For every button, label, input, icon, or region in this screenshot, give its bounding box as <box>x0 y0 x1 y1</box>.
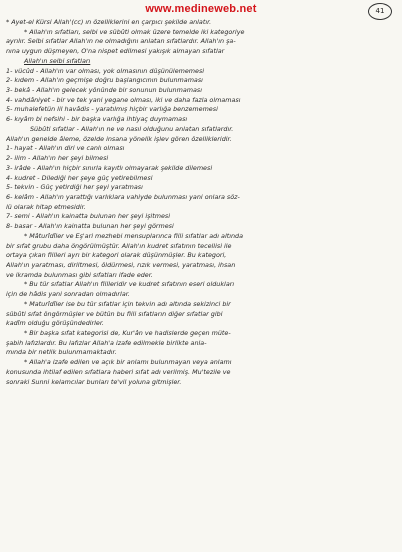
section-heading: Allah'ın selbi sıfatları <box>24 56 91 65</box>
note-line: lü olarak hitap etmesidir. <box>6 202 86 211</box>
site-watermark: www.medineweb.net <box>145 3 257 15</box>
note-line: * Ayet-el Kürsi Allah'(cc) ın özelliklerini en çarpıcı şekilde anlatır. <box>6 18 212 26</box>
list-item: 7- semi - Allah'ın kainatta bulunan her şeyi işitmesi <box>6 212 170 221</box>
list-item: 1- hayat - Allah'ın diri ve canlı olması <box>6 144 125 153</box>
list-item: 3- bekâ - Allah'ın gelecek yönünde bir sonunun bulunmaması <box>6 86 203 95</box>
note-line: * Allah'ın sıfatları, selbi ve sübûti olmak üzere temelde iki kategoriye <box>24 27 245 36</box>
note-line: * Mâturîdîler ve Eş'ari mezhebi mensuplarınca fiili sıfatlar adı altında <box>24 231 244 240</box>
note-line: ayrılır. Selbi sıfatlar Allah'ın ne olmadığını anlatan sıfatlardır. Allah'ın şa- <box>6 37 236 46</box>
list-item: 8- basar - Allah'ın kainatta bulunan her şeyi görmesi <box>6 222 174 231</box>
list-item: 4- kudret - Dilediği her şeye güç yetirebilmesi <box>6 173 153 182</box>
note-line: ve ikramda bulunması gibi sıfatları ifade eder. <box>6 270 153 279</box>
list-item: 2- ilim - Allah'ın her şeyi bilmesi <box>6 154 109 163</box>
note-line: nına uygun düşmeyen, O'na nispet edilmesi yakışık almayan sıfatlar <box>6 47 225 56</box>
section-heading: Sübûti sıfatlar - Allah'ın ne ve nasıl olduğunu anlatan sıfatlardır. <box>30 124 234 133</box>
page-number: 41 <box>368 3 392 20</box>
list-item: 4- vahdâniyet - bir ve tek yani yegane olması, iki ve daha fazla olmaması <box>6 95 241 104</box>
note-line: sonraki Sunni kelamcılar bunları te'vil yoluna gitmişler. <box>6 377 182 386</box>
list-item: 5- muhalefetün lil havâdis - yaratılmış hiçbir varlığa benzememesi <box>6 105 218 114</box>
list-item: 6- kıyâm bi nefsihi - bir başka varlığa ihtiyaç duymaması <box>6 115 188 124</box>
note-line: şabih lafızlardır. Bu lafızlar Allah'a izafe edilmekle birlikte anla- <box>6 338 207 347</box>
note-line: Allah'ın yaratması, diriltmesi, öldürmesi, rızık vermesi, yaratması, ihsan <box>6 260 236 269</box>
handwritten-notes <box>6 18 398 387</box>
note-line: * Allah'a izafe edilen ve açık bir anlamı bulunmayan veya anlamı <box>24 358 232 367</box>
note-line: sübûti sıfat öngörmüşler ve bütün bu fiili sıfatların diğer sıfatlar gibi <box>6 309 223 318</box>
list-item: 3- irâde - Allah'ın hiçbir sınırla kayıtlı olmayarak şekilde dilemesi <box>6 163 213 172</box>
note-line: mında bir netlik bulunmamaktadır. <box>6 348 117 357</box>
list-item: 5- tekvin - Güç yetirdiği her şeyi yaratması <box>6 183 143 192</box>
list-item: 6- kelâm - Allah'ın yarattığı varlıklara vahiyde bulunması yani onlara söz- <box>6 192 240 201</box>
note-line: * Bu tür sıfatlar Allah'ın fiilleridir ve kudret sıfatının eseri oldukları <box>24 280 235 289</box>
note-line: * Bir başka sıfat kategorisi de, Kur'ân ve hadislerde geçen müte- <box>24 329 231 337</box>
list-item: 2- kıdem - Allah'ın geçmişe doğru başlangıcının bulunmaması <box>6 76 203 85</box>
note-line: ortaya çıkan fiilleri ayrı bir kategori olarak düşünmüşler. Bu kategori, <box>6 251 227 260</box>
note-line: konusunda ihtilaf edilen sıfatlara haberi sıfat adı verilmiş. Mu'tezile ve <box>6 367 231 376</box>
list-item: 1- vücûd - Allah'ın var olması, yok olmasının düşünülememesi <box>6 66 205 75</box>
note-line: kadîm olduğu görüşündedirler. <box>6 319 104 328</box>
note-line: * Maturîdîler ise bu tür sıfatlar için tekvin adı altında sekizinci bir <box>24 299 231 308</box>
note-line: için de hâdis yani sonradan olmadırlar. <box>6 290 130 299</box>
note-line: bir sıfat grubu daha öngörülmüştür. Allah'ın kudret sıfatının tecellisi ile <box>6 241 232 250</box>
note-line: Allah'ın genelde âleme, özelde insana yönelik işlev gören özellikleridir. <box>6 134 232 143</box>
